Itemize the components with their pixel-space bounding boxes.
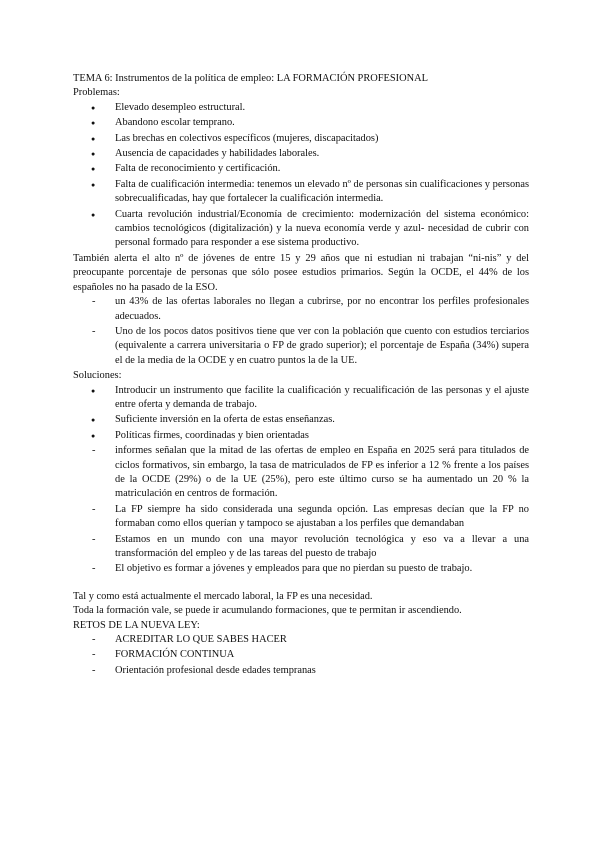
list-item: ● Políticas firmes, coordinadas y bien orientadas bbox=[73, 429, 529, 443]
soluciones-heading: Soluciones: bbox=[73, 370, 122, 382]
spacer bbox=[73, 578, 529, 590]
list-item: ● Suficiente inversión en la oferta de estas enseñanzas. bbox=[73, 413, 529, 427]
list-item: - El objetivo es formar a jóvenes y empleados para que no pierdan su puesto de trabajo. bbox=[73, 562, 529, 576]
soluciones-dash-list bbox=[73, 444, 529, 577]
retos-list bbox=[73, 633, 529, 678]
list-item: ● Abandono escolar temprano. bbox=[73, 116, 529, 130]
alerta-list bbox=[73, 295, 529, 368]
soluciones-list bbox=[73, 384, 529, 444]
list-item: ● Las brechas en colectivos específicos (mujeres, discapacitados) bbox=[73, 132, 529, 146]
list-item: - ACREDITAR LO QUE SABES HACER bbox=[73, 633, 529, 647]
closing-line-2: Toda la formación vale, se puede ir acumulando formaciones, que te permitan ir ascendiendo. bbox=[73, 605, 462, 617]
list-item: - La FP siempre ha sido considerada una segunda opción. Las empresas decían que la FP no formaban como ellos querían y tampoco se ajustaban a los perfiles que demandaban bbox=[73, 503, 529, 532]
list-item: ● Ausencia de capacidades y habilidades laborales. bbox=[73, 147, 529, 161]
alerta-paragraph: También alerta el alto nº de jóvenes de entre 15 y 29 años que ni estudian ni trabajan “ni-nis” y del preocupante porcentaje de personas que sólo posee estudios primarios. Según la OCDE, el 44% de los españoles no ha pasado de la ESO. bbox=[73, 252, 529, 293]
list-item: ● Elevado desempleo estructural. bbox=[73, 101, 529, 115]
list-item: ● Falta de cualificación intermedia: tenemos un elevado nº de personas sin cualificaciones y personas sobrecualificadas, hay que fortalecer la cualificación intermedia. bbox=[73, 178, 529, 207]
document-body bbox=[73, 72, 529, 679]
list-item: ● Cuarta revolución industrial/Economía de crecimiento: modernización del sistema económico: cambios tecnológicos (digitalización) y la nueva economía verde y azul- necesidad de cubrir con personal formado para responder a ese sistema productivo. bbox=[73, 208, 529, 251]
problemas-heading: Problemas: bbox=[73, 87, 120, 99]
list-item: - Estamos en un mundo con una mayor revolución tecnológica y eso va a llevar a una transformación del empleo y de las tareas del puesto de trabajo bbox=[73, 533, 529, 562]
retos-heading: RETOS DE LA NUEVA LEY: bbox=[73, 619, 200, 631]
list-item: - informes señalan que la mitad de las ofertas de empleo en España en 2025 será para titulados de ciclos formativos, sin embargo, la tasa de matriculados de FP es inferior a 12 % frente a los países de la OCDE (29%) o de la UE (25%), pero este último curso se ha aumentado un 20 % la matriculación en centros de formación. bbox=[73, 444, 529, 502]
document-title: TEMA 6: Instrumentos de la política de empleo: LA FORMACIÓN PROFESIONAL bbox=[73, 73, 428, 84]
closing-line-1: Tal y como está actualmente el mercado laboral, la FP es una necesidad. bbox=[73, 590, 373, 602]
problemas-list bbox=[73, 101, 529, 251]
list-item: ● Introducir un instrumento que facilite la cualificación y recualificación de las personas y el ajuste entre oferta y demanda de trabajo. bbox=[73, 384, 529, 413]
list-item: - un 43% de las ofertas laborales no llegan a cubrirse, por no encontrar los perfiles profesionales adecuados. bbox=[73, 295, 529, 324]
list-item: - Orientación profesional desde edades tempranas bbox=[73, 664, 529, 678]
list-item: - FORMACIÓN CONTINUA bbox=[73, 648, 529, 662]
list-item: ● Falta de reconocimiento y certificación. bbox=[73, 162, 529, 176]
list-item: - Uno de los pocos datos positivos tiene que ver con la población que cuento con estudios terciarios (equivalente a carrera universitaria o FP de grado superior); el porcentaje de España (34%) supera el de la media de la OCDE y en cuatro puntos la de la UE. bbox=[73, 325, 529, 368]
